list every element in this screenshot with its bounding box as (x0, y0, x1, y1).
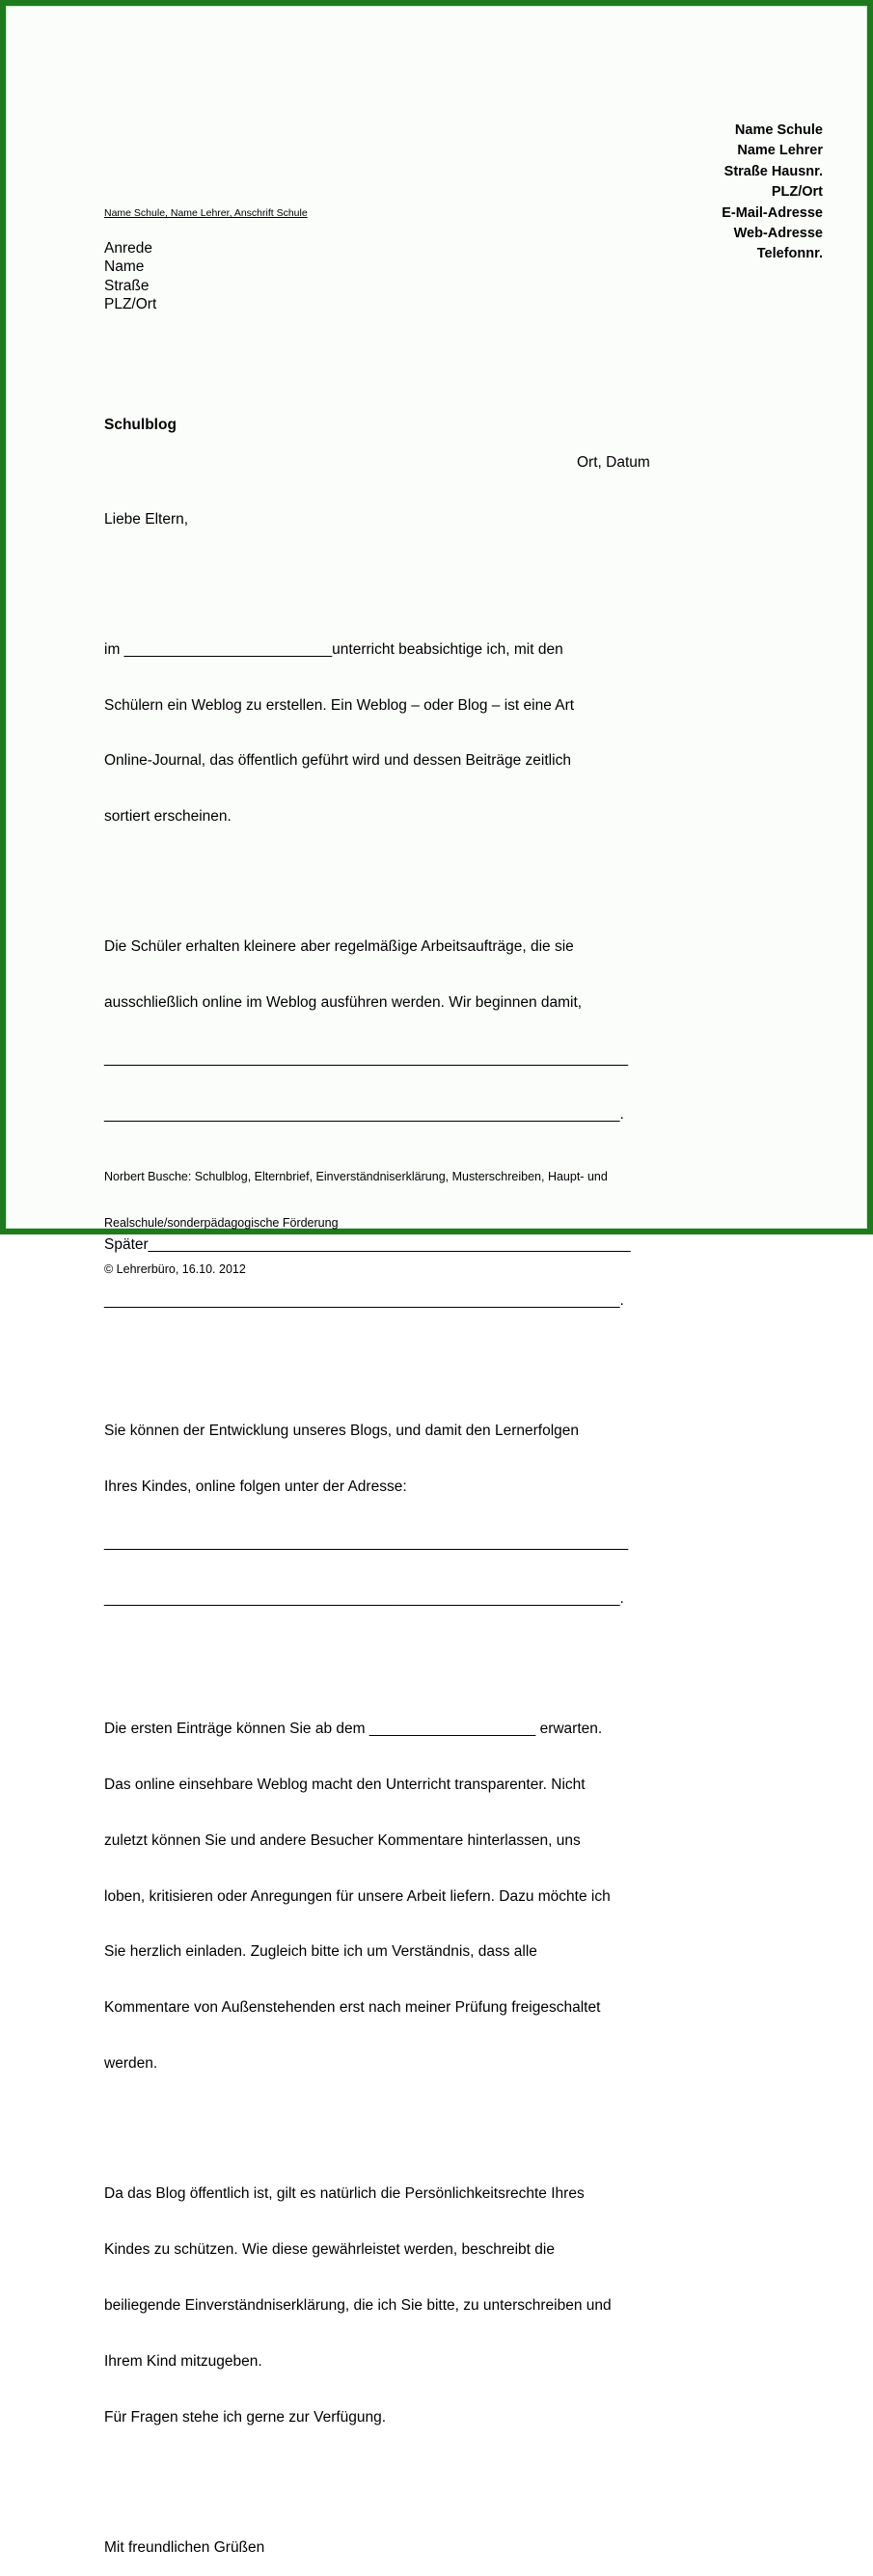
paragraph-line: Die ersten Einträge können Sie ab dem ____________________ erwarten. (104, 1720, 603, 1737)
recipient-line: Straße (104, 277, 150, 294)
sender-line: E-Mail-Adresse (722, 204, 823, 221)
paragraph-line: Ihres Kindes, online folgen unter der Adresse: (104, 1478, 407, 1496)
sender-line: Telefonnr. (756, 246, 823, 262)
paragraph-line: werden. (104, 2055, 158, 2073)
paragraph-line: Sie können der Entwicklung unseres Blogs, und damit den Lernerfolgen (104, 1423, 580, 1440)
paragraph-line: Das online einsehbare Weblog macht den Unterricht transparenter. Nicht (104, 1776, 586, 1793)
recipient-address-block (104, 239, 156, 313)
salutation: Liebe Eltern, (104, 510, 189, 528)
fill-in-line: _______________________________________________________________ (104, 1050, 629, 1068)
fill-in-line: ______________________________________________________________. (104, 1589, 624, 1607)
sender-address-block (722, 121, 823, 265)
sender-line: Name Lehrer (737, 143, 823, 159)
paragraph-line: Ihrem Kind mitzugeben. (104, 2352, 262, 2370)
fill-in-line: ______________________________________________________________. (104, 1292, 624, 1310)
footer-credit (104, 1138, 608, 1292)
paragraph-line: zuletzt können Sie und andere Besucher Kommentare hinterlassen, uns (104, 1831, 581, 1849)
paragraph-line: Später__________________________________________________________ (104, 1236, 631, 1254)
letter-subject: Schulblog (104, 417, 177, 433)
return-address-line: Name Schule, Name Lehrer, Anschrift Schule (104, 207, 308, 219)
place-date: Ort, Datum (577, 454, 650, 471)
paragraph-line: Schülern ein Weblog zu erstellen. Ein Weblog – oder Blog – ist eine Art (104, 696, 575, 714)
paragraph-line: ausschließlich online im Weblog ausführen werden. Wir beginnen damit, (104, 994, 583, 1012)
footer-line: © Lehrerbüro, 16.10. 2012 (104, 1262, 246, 1276)
paragraph-line: Die Schüler erhalten kleinere aber regelmäßige Arbeitsaufträge, die sie (104, 938, 574, 956)
paragraph-line: Für Fragen stehe ich gerne zur Verfügung. (104, 2408, 387, 2426)
fill-in-line: _______________________________________________________________ (104, 1533, 629, 1551)
sender-line: Name Schule (734, 122, 823, 138)
recipient-line: Anrede (104, 240, 152, 257)
paragraph-line: Kindes zu schützen. Wie diese gewährleistet werden, beschreibt die (104, 2241, 555, 2259)
closing: Mit freundlichen Grüßen (104, 2538, 265, 2556)
paragraph-line: beiliegende Einverständniserklärung, die ich Sie bitte, zu unterschreiben und (104, 2297, 612, 2315)
fill-in-line: ______________________________________________________________. (104, 1106, 624, 1124)
paragraph-line: Da das Blog öffentlich ist, gilt es natürlich die Persönlichkeitsrechte Ihres (104, 2185, 585, 2203)
paragraph-line: Kommentare von Außenstehenden erst nach meiner Prüfung freigeschaltet (104, 1999, 601, 2017)
footer-line: Norbert Busche: Schulblog, Elternbrief, Einverständniserklärung, Musterschreiben, Haupt- und (104, 1170, 608, 1183)
paragraph-line: sortiert erscheinen. (104, 808, 232, 826)
paragraph-line: Sie herzlich einladen. Zugleich bitte ich um Verständnis, dass alle (104, 1943, 537, 1961)
paragraph-line: loben, kritisieren oder Anregungen für unsere Arbeit liefern. Dazu möchte ich (104, 1887, 611, 1905)
letter-body (104, 473, 683, 2576)
footer-line: Realschule/sonderpädagogische Förderung (104, 1216, 339, 1230)
recipient-line: PLZ/Ort (104, 295, 157, 312)
paragraph-line: Online-Journal, das öffentlich geführt wird und dessen Beiträge zeitlich (104, 752, 571, 770)
paragraph-line: im _________________________unterricht beabsichtige ich, mit den (104, 640, 563, 658)
sender-line: PLZ/Ort (771, 184, 823, 201)
sender-line: Straße Hausnr. (723, 163, 823, 179)
recipient-line: Name (104, 258, 145, 276)
sender-line: Web-Adresse (733, 226, 823, 242)
